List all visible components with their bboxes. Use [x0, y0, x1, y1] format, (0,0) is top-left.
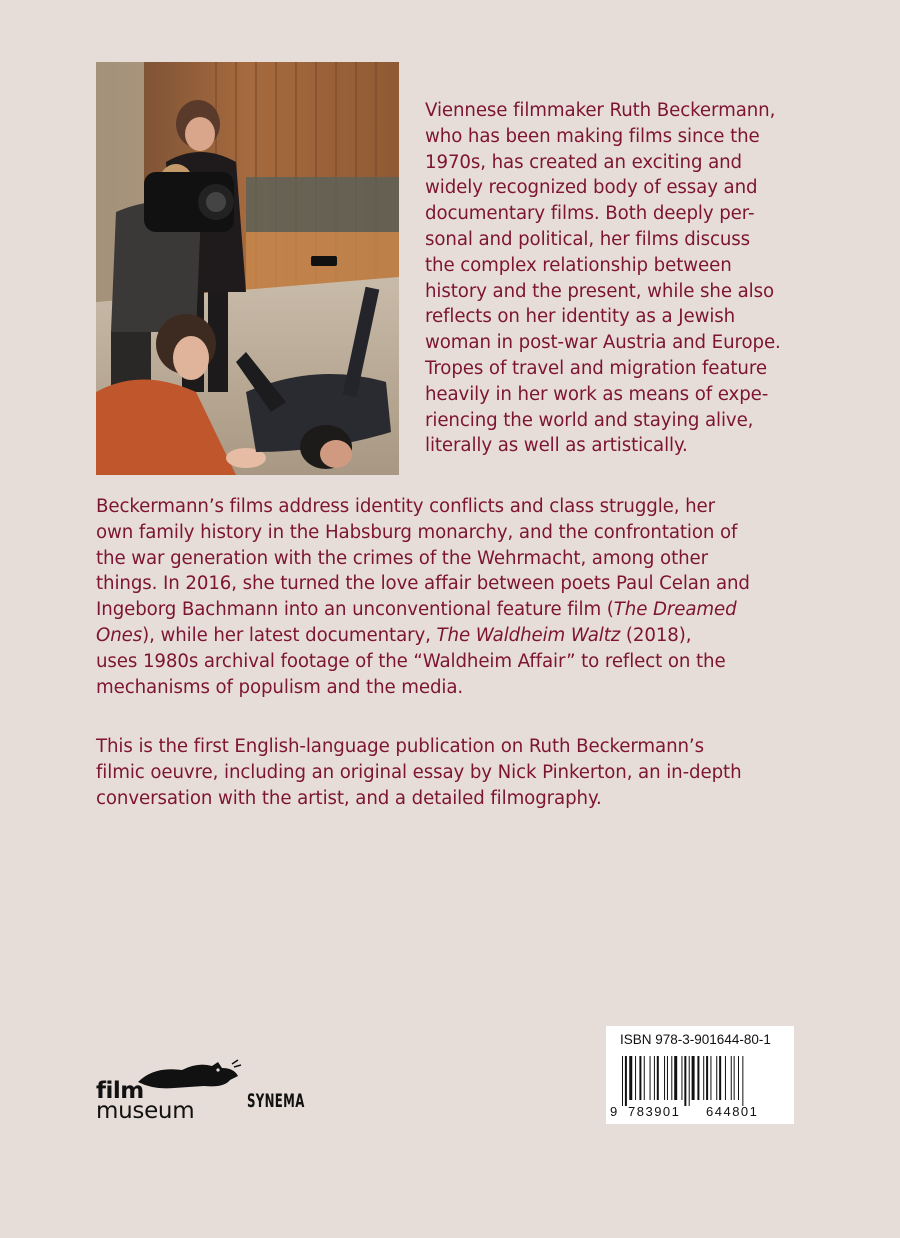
text-line — [96, 597, 816, 623]
barcode-bar — [664, 1056, 665, 1100]
barcode-bar — [650, 1056, 651, 1100]
barcode-bar — [734, 1056, 735, 1100]
barcode-bar — [667, 1056, 668, 1100]
barcode-bar — [710, 1056, 711, 1100]
text-fragment: Ingeborg Bachmann into an unconventional feature film ( — [96, 599, 614, 621]
intro-paragraph — [425, 98, 815, 459]
text-line: who has been making films since the — [425, 125, 760, 147]
text-line: history and the present, while she also — [425, 280, 775, 302]
text-line: 1970s, has created an exciting and — [425, 151, 742, 173]
text-line: conversation with the artist, and a detailed filmography. — [96, 787, 602, 809]
text-line: sonal and political, her films discuss — [425, 228, 751, 250]
text-line: things. In 2016, she turned the love affair between poets Paul Celan and — [96, 573, 750, 595]
text-fragment: ), while her latest documentary, — [142, 624, 437, 646]
barcode-bar — [639, 1056, 641, 1100]
barcode-graphic — [620, 1056, 782, 1106]
filmmuseum-logo-line2: museum — [96, 1098, 195, 1124]
text-line: heavily in her work as means of expe- — [425, 383, 769, 405]
barcode-digits-left: 783901 — [628, 1104, 681, 1119]
text-line: woman in post-war Austria and Europe. — [425, 332, 781, 354]
barcode-bar — [742, 1056, 743, 1106]
isbn-barcode-box — [606, 1026, 794, 1124]
barcode-bar — [629, 1056, 632, 1100]
film-set-photo — [96, 62, 399, 475]
barcode-digits-right: 644801 — [706, 1104, 759, 1119]
text-line: mechanisms of populism and the media. — [96, 676, 464, 698]
barcode-bar — [738, 1056, 739, 1100]
barcode-bar — [657, 1056, 659, 1100]
text-line: documentary films. Both deeply per- — [425, 203, 755, 225]
barcode-bar — [731, 1056, 732, 1100]
text-line: Viennese filmmaker Ruth Beckermann, — [425, 100, 776, 121]
text-line: reflects on her identity as a Jewish — [425, 306, 736, 328]
barcode-bar — [684, 1056, 686, 1106]
filmmuseum-logo-line1: film — [96, 1078, 144, 1104]
barcode-bar — [654, 1056, 655, 1100]
text-line: widely recognized body of essay and — [425, 177, 758, 199]
barcode-bar — [635, 1056, 636, 1100]
text-line: the complex relationship between — [425, 254, 732, 276]
barcode-bar — [674, 1056, 677, 1100]
barcode-bar — [622, 1056, 623, 1106]
closing-paragraph — [96, 734, 816, 811]
film-title: Ones — [96, 624, 143, 646]
barcode-bar — [719, 1056, 721, 1100]
text-line — [96, 623, 816, 649]
barcode-bar — [625, 1056, 627, 1106]
barcode-bar — [716, 1056, 717, 1100]
text-line: Beckermann’s films address identity conflicts and class struggle, her — [96, 496, 716, 517]
cover-photo — [96, 62, 399, 475]
barcode-bar — [692, 1056, 695, 1100]
isbn-label: ISBN 978-3-901644-80-1 — [620, 1032, 771, 1047]
text-line: uses 1980s archival footage of the “Waldheim Affair” to reflect on the — [96, 650, 726, 672]
text-line: Tropes of travel and migration feature — [425, 357, 767, 379]
barcode-digit-first: 9 — [610, 1104, 619, 1119]
text-line: literally as well as artistically. — [425, 435, 688, 457]
text-line: own family history in the Habsburg monarchy, and the confrontation of — [96, 521, 738, 543]
barcode-bar — [681, 1056, 682, 1100]
film-title: The Dreamed — [613, 599, 737, 621]
barcode-bar — [725, 1056, 726, 1100]
text-line: the war generation with the crimes of the Wehrmacht, among other — [96, 547, 709, 569]
barcode-bar — [689, 1056, 690, 1106]
synema-logo: SYNEMA — [247, 1090, 305, 1112]
barcode-bar — [644, 1056, 645, 1100]
barcode-bar — [671, 1056, 672, 1100]
text-line: This is the first English-language publication on Ruth Beckermann’s — [96, 736, 704, 757]
text-line: riencing the world and staying alive, — [425, 409, 754, 431]
seal-icon — [134, 1058, 244, 1090]
barcode-bar — [706, 1056, 708, 1100]
text-fragment: (2018), — [620, 624, 692, 646]
body-paragraph — [96, 494, 816, 700]
barcode-bar — [703, 1056, 704, 1100]
barcode-bar — [697, 1056, 699, 1100]
text-line: filmic oeuvre, including an original essay by Nick Pinkerton, an in-depth — [96, 761, 742, 783]
film-title: The Waldheim Waltz — [436, 624, 621, 646]
